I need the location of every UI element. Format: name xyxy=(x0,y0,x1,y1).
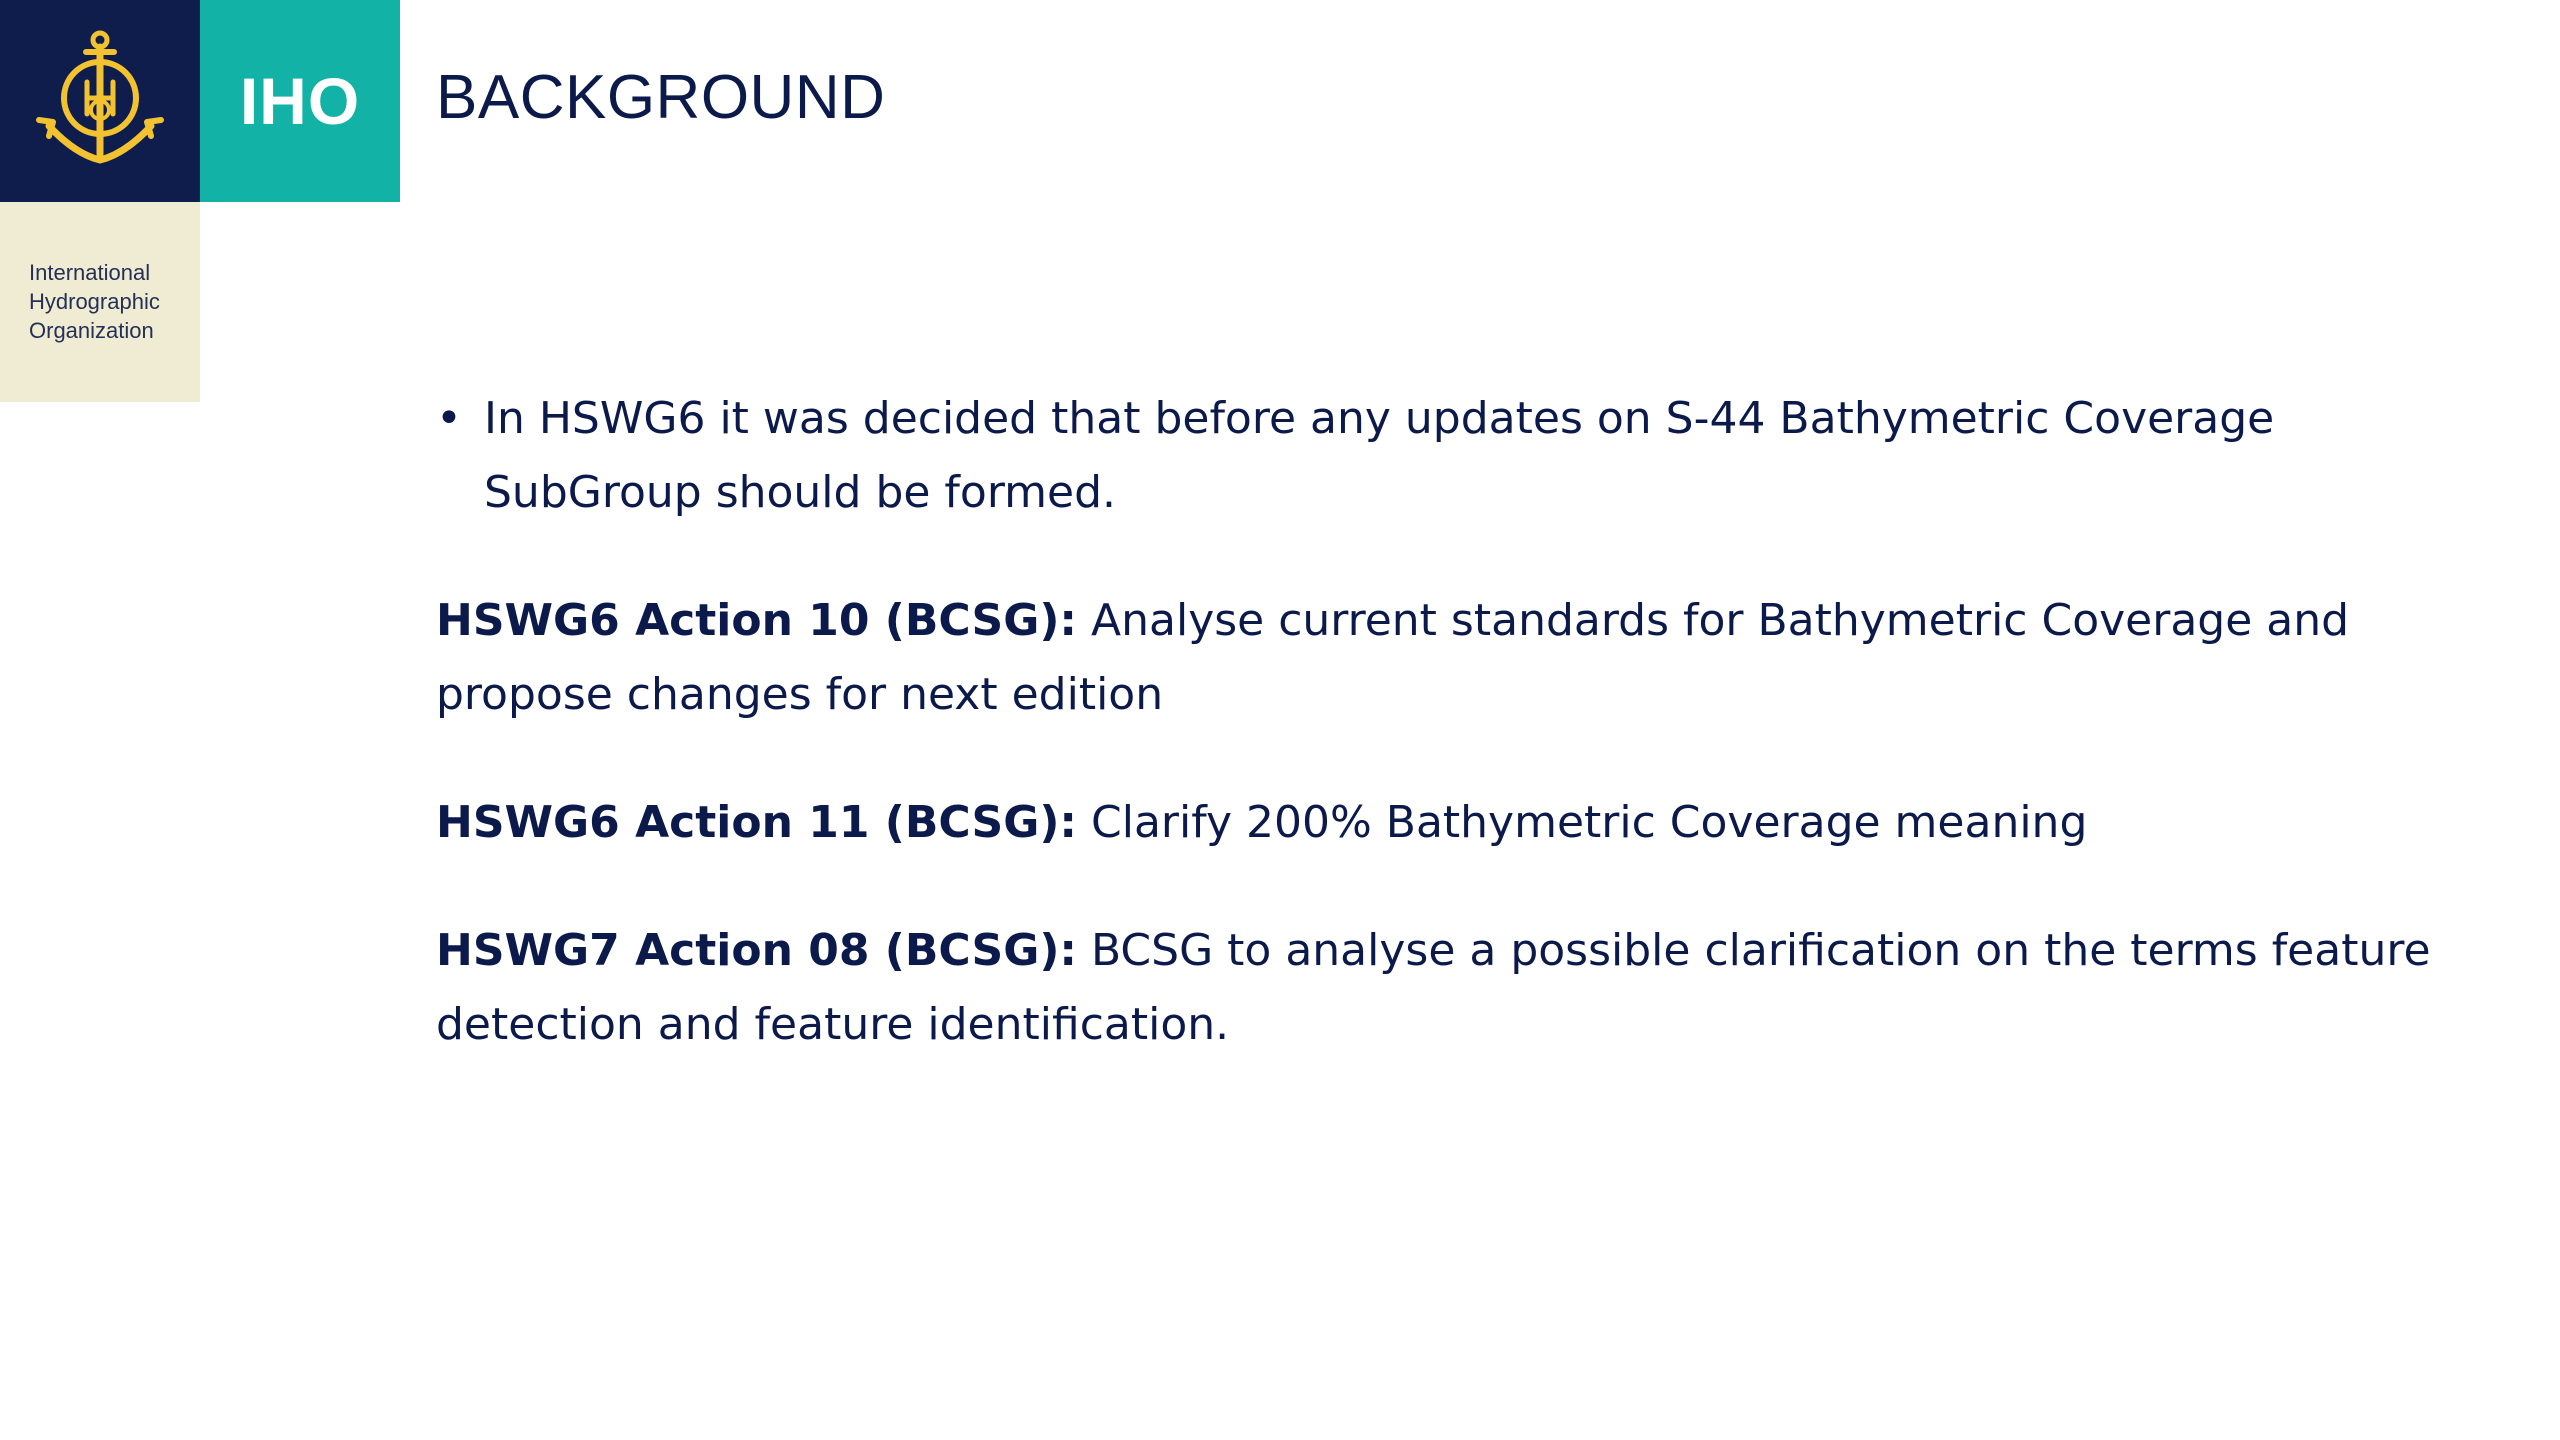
action-label: HSWG6 Action 11 (BCSG): xyxy=(436,797,1078,848)
action-text: BCSG to analyse a possible clarification on the terms feature detection and feature identification. xyxy=(436,925,2431,1050)
action-item-1 xyxy=(436,584,2496,732)
logo-emblem-panel xyxy=(0,0,200,202)
org-name-line-3: Organization xyxy=(29,318,154,343)
logo-abbrev-panel xyxy=(200,0,400,202)
logo-org-name-panel xyxy=(0,202,200,402)
action-label: HSWG7 Action 08 (BCSG): xyxy=(436,925,1078,976)
org-name-line-2: Hydrographic xyxy=(29,289,160,314)
action-text: Analyse current standards for Bathymetric Coverage and propose changes for next edition xyxy=(436,595,2350,720)
anchor-emblem-icon xyxy=(35,26,165,176)
action-label: HSWG6 Action 10 (BCSG): xyxy=(436,595,1078,646)
bullet-text: In HSWG6 it was decided that before any updates on S-44 Bathymetric Coverage SubGroup should be formed. xyxy=(484,393,2275,518)
logo-abbrev: IHO xyxy=(239,64,361,138)
bullet-marker: • xyxy=(436,393,462,444)
page-title: BACKGROUND xyxy=(436,63,886,132)
bullet-item xyxy=(436,382,2496,530)
org-name-line-1: International xyxy=(29,260,151,285)
action-item-2 xyxy=(436,786,2496,860)
action-item-3 xyxy=(436,914,2496,1062)
slide-content xyxy=(436,382,2496,1116)
action-text: Clarify 200% Bathymetric Coverage meaning xyxy=(1077,797,2088,848)
